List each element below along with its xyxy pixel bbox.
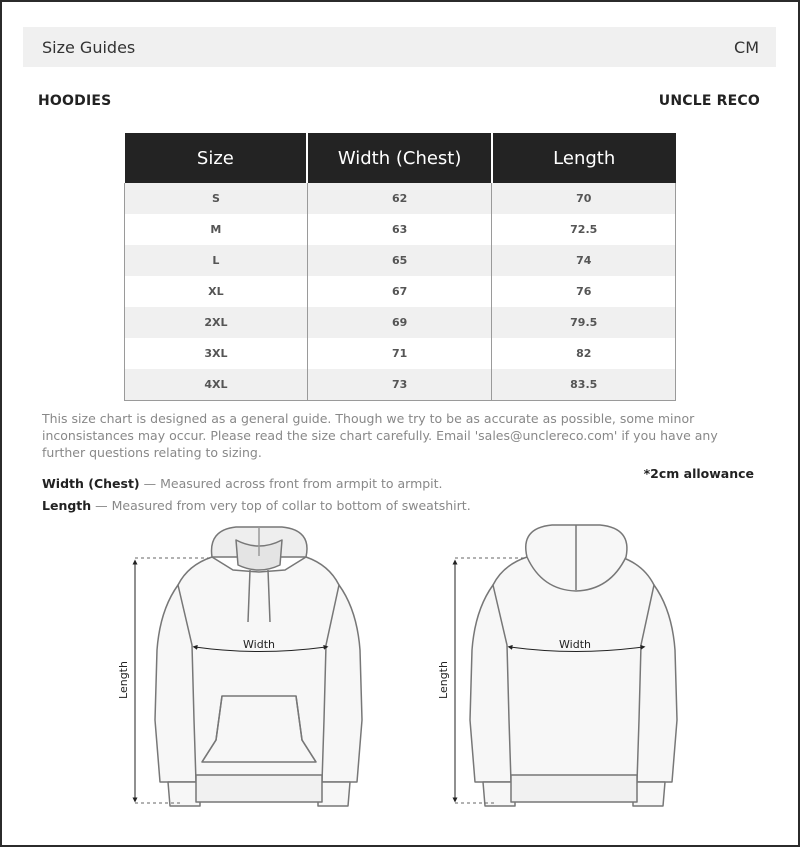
hoodie-back-drawing [470,525,677,806]
length-definition [42,498,471,513]
length-cell: 83.5 [492,369,676,401]
size-cell: 2XL [125,307,308,338]
column-header-size: Size [125,133,308,183]
size-cell: 3XL [125,338,308,369]
allowance-note: *2cm allowance [643,466,754,481]
table-row [125,369,676,401]
size-cell: XL [125,276,308,307]
length-cell: 74 [492,245,676,276]
table-row [125,338,676,369]
width-cell: 62 [307,183,492,214]
category-label: HOODIES [38,93,112,109]
table-row [125,245,676,276]
table-row [125,183,676,214]
width-cell: 71 [307,338,492,369]
front-length-label: Length [117,661,130,699]
back-width-label: Width [559,638,591,651]
table-row [125,276,676,307]
size-cell: S [125,183,308,214]
unit-label: CM [734,37,759,57]
length-description: — Measured from very top of collar to bottom of sweatshirt. [91,498,471,513]
width-cell: 65 [307,245,492,276]
length-cell: 79.5 [492,307,676,338]
width-cell: 67 [307,276,492,307]
size-table [124,133,676,401]
width-description: — Measured across front from armpit to armpit. [139,476,443,491]
length-term: Length [42,498,92,513]
width-cell: 63 [307,214,492,245]
hoodie-illustrations [0,515,800,815]
length-cell: 76 [492,276,676,307]
size-cell: L [125,245,308,276]
hoodie-front-drawing [155,527,362,806]
table-row [125,307,676,338]
column-header-length: Length [492,133,676,183]
table-header-row [125,133,676,183]
width-cell: 73 [307,369,492,401]
length-cell: 82 [492,338,676,369]
length-cell: 70 [492,183,676,214]
brand-label: UNCLE RECO [658,93,760,109]
table-row [125,214,676,245]
width-cell: 69 [307,307,492,338]
length-cell: 72.5 [492,214,676,245]
size-guide-header [23,27,776,67]
front-width-label: Width [243,638,275,651]
back-length-label: Length [437,661,450,699]
width-term: Width (Chest) [42,476,140,491]
size-cell: M [125,214,308,245]
size-cell: 4XL [125,369,308,401]
size-chart-note: This size chart is designed as a general guide. Though we try to be as accurate as possible, some minor inconsistances may occur. Please read the size chart carefully. Email 'sales@unclereco.com' if you have any further questions relating to sizing. [42,411,718,460]
header-title: Size Guides [42,37,136,57]
column-header-width: Width (Chest) [307,133,492,183]
width-definition [42,476,443,491]
